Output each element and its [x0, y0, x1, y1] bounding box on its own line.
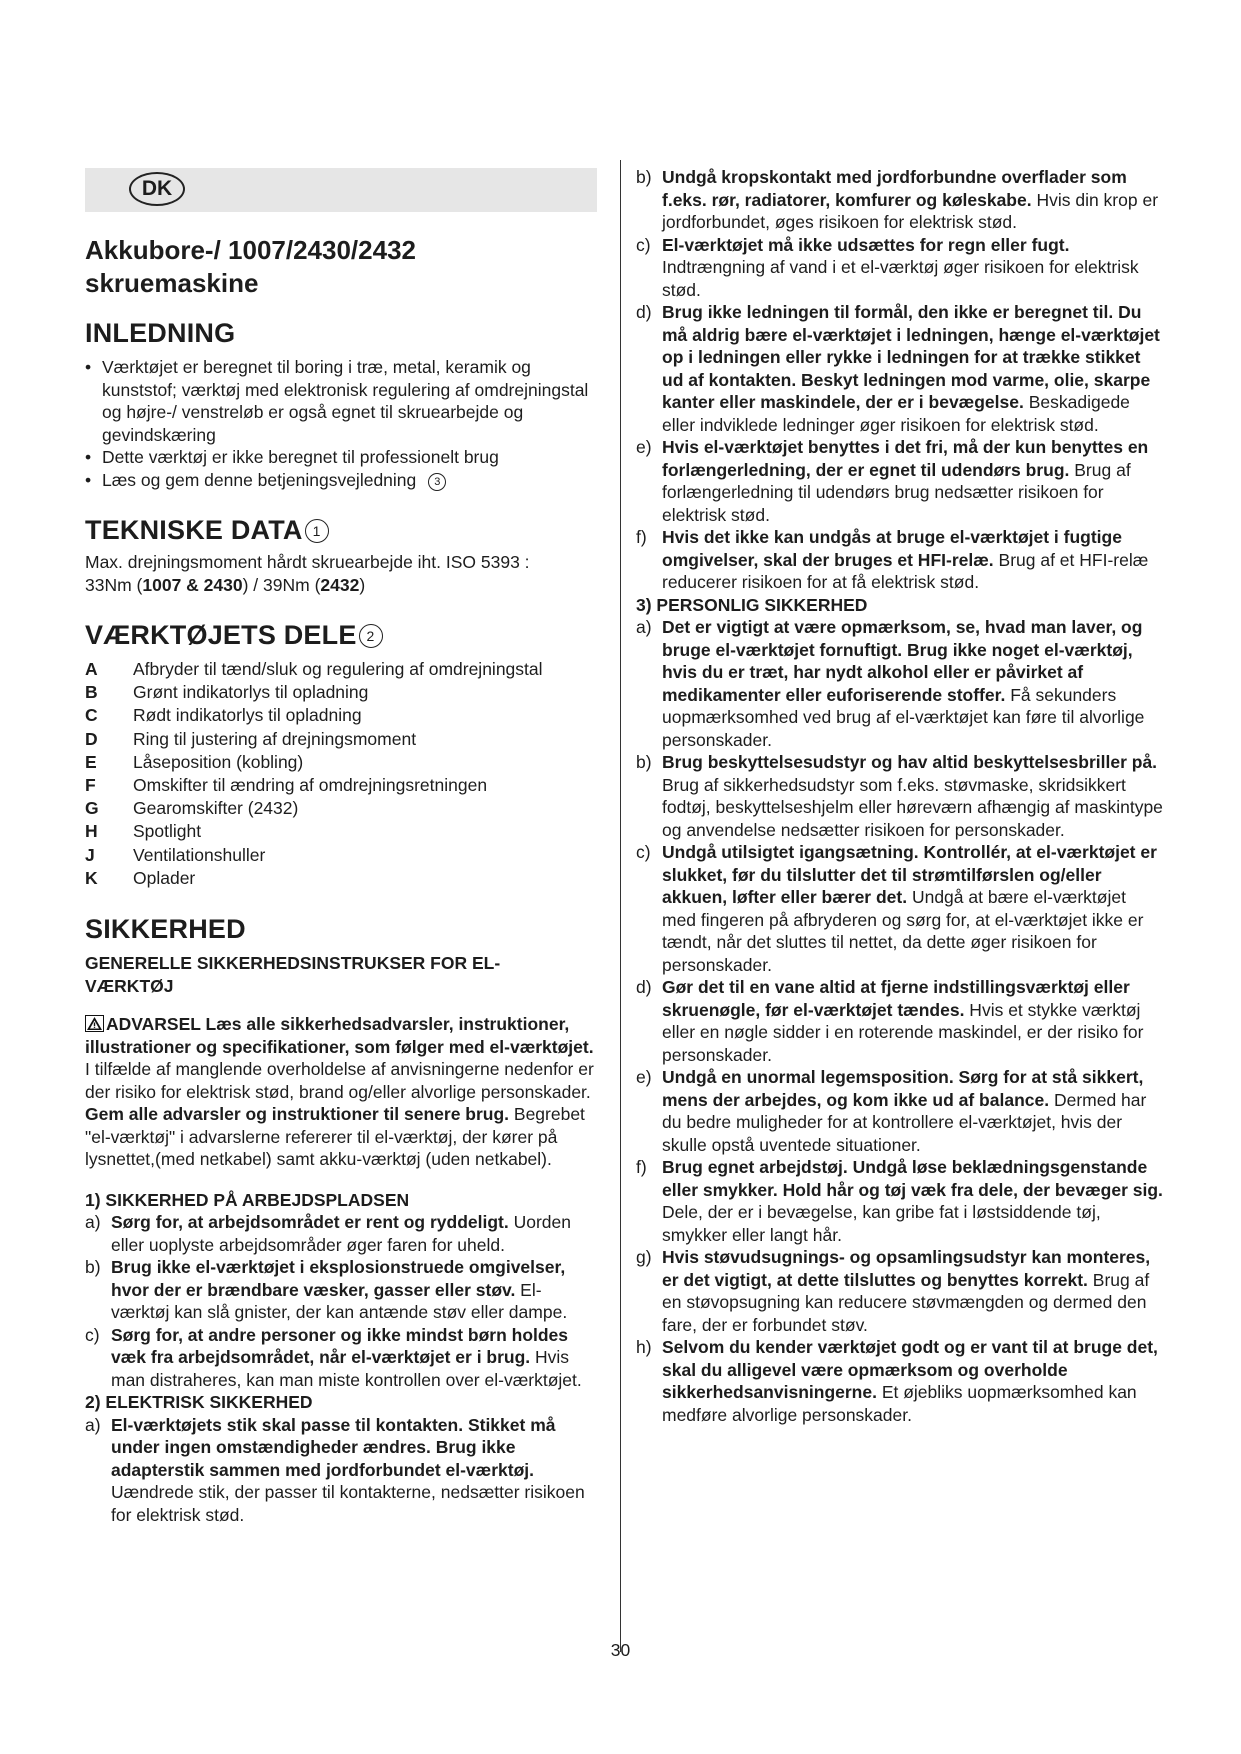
- item-letter: e): [636, 437, 652, 457]
- item-text: Beskadigede eller indviklede ledninger øger risikoen for elektrisk stød.: [662, 392, 1130, 435]
- inledning-bullet: • Dette værktøj er ikke beregnet til professionelt brug: [85, 446, 597, 469]
- item-text: Brug af et HFI-relæ reducerer risikoen for at få elektrisk stød.: [662, 549, 1149, 592]
- part-item: [85, 867, 597, 890]
- item-bold: Hvis el-værktøjet benyttes i det fri, må der kun benyttes en forlængerledning, der er egnet til udendørs brug.: [662, 437, 1149, 480]
- part-letter: A: [85, 659, 98, 679]
- item-bold: Brug egnet arbejdstøj. Undgå løse beklædningsgenstande eller smykker. Hold hår og tøj væk fra dele, der bevæger sig.: [662, 1157, 1163, 1200]
- part-item: [85, 820, 597, 843]
- part-item: [85, 681, 597, 704]
- s3-item: [636, 976, 1164, 1066]
- item-bold: Brug ikke ledningen til formål, den ikke er beregnet til. Du må aldrig bære el-værktøjet i ledningen, hænge el-værktøjet op i ledningen eller rykke i ledningen for at trække stikket ud af kontakten. Beskyt ledningen mod varme, olie, skarpe kanter eller maskindele, der er i bevægelse.: [662, 302, 1160, 412]
- part-letter: H: [85, 821, 98, 842]
- inledning-bullet: • Værktøjet er beregnet til boring i træ, metal, keramik og kunststof; værktøj med elektronisk regulering af omdrejningstal og højre-/ venstreløb er også egnet til skruearbejde og gevindskæring: [85, 356, 597, 446]
- torque-c: ): [359, 574, 366, 595]
- s2-item: [636, 166, 1164, 234]
- s2-item: [636, 526, 1164, 594]
- item-letter: h): [636, 1337, 652, 1357]
- item-bold: El-værktøjets stik skal passe til kontakten. Stikket må under ingen omstændigheder ændres. Brug ikke adapterstik sammen med jordforbundet el-værktøj.: [111, 1414, 556, 1480]
- item-letter: b): [85, 1257, 101, 1278]
- item-bold: Undgå en unormal legemsposition. Sørg for at stå sikkert, mens der arbejdes, og kom ikke ud af balance.: [662, 1067, 1144, 1110]
- item-text: Hvis din krop er jordforbundet, øges risikoen for elektrisk stød.: [662, 189, 1159, 232]
- tekniske-line-2: [85, 574, 597, 597]
- dele-heading-text: VÆRKTØJETS DELE: [85, 620, 357, 650]
- warning-triangle-icon: [85, 1015, 104, 1032]
- item-bold: Hvis støvudsugnings- og opsamlingsudstyr kan monteres, er det vigtigt, at dette tilsluttes og benyttes korrekt.: [662, 1247, 1151, 1290]
- inledning-bullet-text: Læs og gem denne betjeningsvejledning: [102, 469, 417, 490]
- page-number: 30: [610, 1640, 631, 1660]
- s2-item: [636, 301, 1164, 436]
- product-title: [85, 234, 597, 300]
- figure-ref-2: 2: [359, 624, 383, 648]
- language-badge: DK: [129, 172, 185, 206]
- part-text: Omskifter til ændring af omdrejningsretningen: [133, 775, 488, 796]
- item-bold: Brug beskyttelsesudstyr og hav altid beskyttelsesbriller på.: [662, 752, 1158, 772]
- part-letter: B: [85, 682, 98, 703]
- title-line-2: skruemaskine: [85, 268, 259, 298]
- torque-b: ) / 39Nm (: [242, 574, 321, 595]
- part-text: Låseposition (kobling): [133, 751, 304, 772]
- item-bold: Undgå kropskontakt med jordforbundne overflader som f.eks. rør, radiatorer, komfurer og køleskabe.: [662, 167, 1127, 210]
- item-bold: Selvom du kender værktøjet godt og er vant til at bruge det, skal du alligevel være opmærksom og overholde sikkerhedsanvisningerne.: [662, 1337, 1158, 1402]
- item-bold: Det er vigtigt at være opmærksom, se, hvad man laver, og bruge el-værktøjet fornuftigt. Brug ikke noget el-værktøj, hvis du er træt, har nydt alkohol eller er påvirket af medikamenter eller euforiserende stoffer.: [662, 617, 1143, 705]
- part-letter: K: [85, 867, 98, 888]
- item-letter: a): [85, 1414, 101, 1435]
- s1-heading: 1) SIKKERHED PÅ ARBEJDSPLADSEN: [85, 1189, 410, 1210]
- s3-item: [636, 1156, 1164, 1246]
- item-text: Brug af forlængerledning til udendørs brug nedsætter risikoen for elektrisk stød.: [662, 459, 1131, 525]
- tekniske-line-1: Max. drejningsmoment hårdt skruearbejde iht. ISO 5393 :: [85, 552, 530, 572]
- part-text: Oplader: [133, 867, 196, 888]
- s1-item: [85, 1256, 597, 1324]
- item-text: El-værktøj kan slå gnister, der kan antænde støv eller dampe.: [111, 1279, 568, 1323]
- tekniske-heading: [85, 513, 597, 547]
- warning-bold-2: Gem alle advarsler og instruktioner til senere brug.: [85, 1104, 510, 1125]
- item-letter: c): [85, 1324, 100, 1345]
- part-item: [85, 704, 597, 727]
- torque-models-a: 1007 & 2430: [142, 574, 243, 595]
- s3-heading: 3) PERSONLIG SIKKERHED: [636, 594, 868, 615]
- item-text: Brug af en støvopsugning kan reducere støvmængden og dermed den fare, der er forbundet støv.: [662, 1269, 1150, 1335]
- item-letter: b): [636, 752, 652, 772]
- left-column: [85, 168, 597, 1526]
- item-letter: f): [636, 527, 647, 547]
- item-bold: Sørg for, at andre personer og ikke mindst børn holdes væk fra arbejdsområdet, når el-værktøjet er i brug.: [111, 1324, 569, 1368]
- language-bar: [85, 168, 597, 212]
- part-text: Ring til justering af drejningsmoment: [133, 728, 417, 749]
- figure-ref-1: 1: [305, 519, 329, 543]
- s2-item: [85, 1414, 597, 1527]
- item-bold: El-værktøjet må ikke udsættes for regn eller fugt.: [662, 234, 1070, 255]
- inledning-bullet: [85, 469, 597, 492]
- item-text: Et øjebliks uopmærksomhed kan medføre alvorlige personskader.: [662, 1382, 1137, 1425]
- torque-a: 33Nm (: [85, 574, 143, 595]
- item-letter: b): [636, 167, 652, 187]
- s2-item: [636, 234, 1164, 302]
- item-letter: f): [636, 1157, 647, 1177]
- item-text: Indtrængning af vand i et el-værktøj øger risikoen for elektrisk stød.: [662, 257, 1139, 300]
- s1-item: [85, 1324, 597, 1392]
- s3-item: [636, 1246, 1164, 1336]
- part-letter: D: [85, 728, 98, 749]
- part-letter: F: [85, 775, 96, 796]
- part-text: Rødt indikatorlys til opladning: [133, 705, 362, 726]
- item-text: Undgå at bære el-værktøjet med fingeren på afbryderen og sørg for, at el-værktøjet ikke er tændt, når det sluttes til nettet, da dette øger risikoen for personskader.: [662, 887, 1144, 975]
- s3-item: [636, 751, 1164, 841]
- part-letter: E: [85, 751, 97, 772]
- part-text: Spotlight: [133, 821, 202, 842]
- part-letter: G: [85, 798, 99, 819]
- part-letter: C: [85, 705, 98, 726]
- item-text: Hvis et stykke værktøj eller en nøgle sidder i en roterende maskindel, er der risiko for personskader.: [662, 999, 1144, 1065]
- dele-heading: [85, 618, 597, 652]
- item-bold: Gør det til en vane altid at fjerne indstillingsværktøj eller skruenøgle, før el-værktøjet tændes.: [662, 977, 1130, 1020]
- item-bold: Sørg for, at arbejdsområdet er rent og ryddeligt.: [111, 1212, 509, 1233]
- s3-item: [636, 616, 1164, 751]
- item-bold: Hvis det ikke kan undgås at bruge el-værktøjet i fugtige omgivelser, skal der bruges et HFI-relæ.: [662, 527, 1122, 570]
- tekniske-heading-text: TEKNISKE DATA: [85, 515, 303, 545]
- inledning-heading: INLEDNING: [85, 318, 236, 348]
- part-item: [85, 844, 597, 867]
- column-divider: [620, 160, 621, 1652]
- part-item: [85, 658, 597, 681]
- item-bold: Undgå utilsigtet igangsætning. Kontrollér, at el-værktøjet er slukket, før du tilslutter det til strømtilførslen og/eller akkuen, løfter eller bærer det.: [662, 842, 1157, 907]
- s2-heading: 2) ELEKTRISK SIKKERHED: [85, 1392, 313, 1413]
- part-item: [85, 774, 597, 797]
- s2-item: [636, 436, 1164, 526]
- warning-paragraph: [85, 1013, 597, 1171]
- s3-item: [636, 841, 1164, 976]
- s3-item: [636, 1066, 1164, 1156]
- item-text: Hvis man distraheres, kan man miste kontrollen over el-værktøjet.: [111, 1347, 582, 1390]
- part-item: [85, 751, 597, 774]
- part-text: Gearomskifter (2432): [133, 798, 299, 819]
- parts-list: [85, 658, 597, 890]
- tekniske-text: [85, 551, 597, 596]
- item-letter: g): [636, 1247, 652, 1267]
- item-text: Uorden eller uoplyste arbejdsområder øger faren for uheld.: [111, 1212, 571, 1255]
- item-letter: c): [636, 842, 651, 862]
- item-text: Uændrede stik, der passer til kontakterne, nedsætter risikoen for elektrisk stød.: [111, 1482, 585, 1525]
- torque-models-b: 2432: [320, 574, 360, 595]
- part-item: [85, 797, 597, 820]
- item-text: Få sekunders uopmærksomhed ved brug af el-værktøjet kan føre til alvorlige personskader.: [662, 684, 1145, 750]
- sikkerhed-subheading: GENERELLE SIKKERHEDSINSTRUKSER FOR EL-VÆRKTØJ: [85, 953, 501, 996]
- figure-ref-3: 3: [428, 473, 446, 491]
- item-bold: Brug ikke el-værktøjet i eksplosionstruede omgivelser, hvor der er brændbare væsker, gasser eller støv.: [111, 1257, 566, 1300]
- item-text: Dermed har du bedre muligheder for at kontrollere el-værktøjet, hvis der skulle opstå uventede situationer.: [662, 1089, 1147, 1155]
- part-text: Ventilationshuller: [133, 844, 266, 865]
- sikkerhed-heading: SIKKERHED: [85, 914, 246, 945]
- part-text: Afbryder til tænd/sluk og regulering af omdrejningstal: [133, 659, 543, 679]
- item-letter: d): [636, 302, 652, 322]
- warning-text: I tilfælde af manglende overholdelse af anvisningerne nedenfor er der risiko for elektrisk stød, brand og/eller alvorlige personskader.: [85, 1059, 594, 1102]
- s1-item: [85, 1211, 597, 1256]
- item-letter: c): [636, 234, 651, 255]
- warning-text-2: Begrebet "el-værktøj" i advarslerne refererer til el-værktøj, der kører på lysnettet,(med netkabel) samt akku-værktøj (uden netkabel).: [85, 1104, 585, 1170]
- part-letter: J: [85, 844, 95, 865]
- item-text: Brug af sikkerhedsudstyr som f.eks. støvmaske, skridsikkert fodtøj, beskyttelseshjelm eller høreværn afhængig af maskintype og anvendelse nedsætter risikoen for personskader.: [662, 774, 1163, 840]
- part-item: [85, 728, 597, 751]
- part-text: Grønt indikatorlys til opladning: [133, 682, 369, 703]
- item-letter: e): [636, 1067, 652, 1087]
- s3-item: [636, 1336, 1164, 1426]
- title-line-1: Akkubore-/ 1007/2430/2432: [85, 235, 416, 265]
- inledning-list: [85, 356, 597, 491]
- right-column: [636, 166, 1164, 1426]
- warning-bold: ADVARSEL Læs alle sikkerhedsadvarsler, instruktioner, illustrationer og specifikationer, som følger med el-værktøjet.: [85, 1014, 594, 1057]
- item-text: Dele, der er i bevægelse, kan gribe fat i løstsiddende tøj, smykker eller langt hår.: [662, 1202, 1101, 1245]
- item-letter: a): [85, 1212, 101, 1233]
- item-letter: d): [636, 977, 652, 997]
- item-letter: a): [636, 617, 652, 637]
